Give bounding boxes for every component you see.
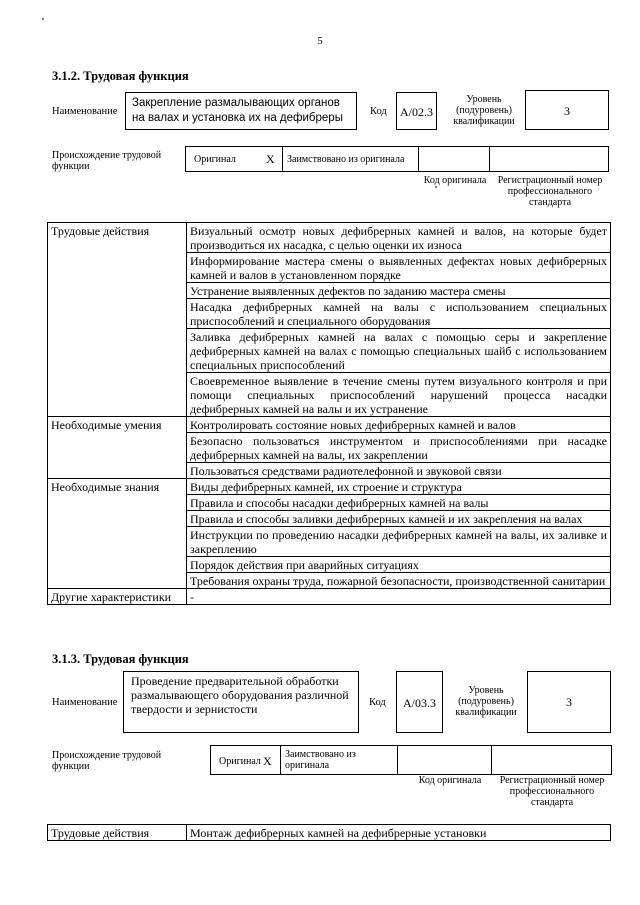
- row-item: Насадка дефибрерных камней на валы с использованием специальных приспособлений и специального оборудования: [187, 299, 611, 329]
- code-value: A/03.3: [403, 696, 436, 710]
- code-label: Код: [370, 106, 387, 117]
- level-label: Уровень (подуровень) квалификации: [455, 685, 517, 718]
- code-box: [396, 92, 437, 130]
- row-item: Монтаж дефибрерных камней на дефибрерные установки: [187, 825, 611, 841]
- code-value: A/02.3: [400, 105, 433, 119]
- code-original-label: Код оригинала: [418, 775, 482, 786]
- level-label: Уровень (подуровень) квалификации: [453, 94, 515, 127]
- row-item: Виды дефибрерных камней, их строение и структура: [187, 479, 611, 495]
- scan-speck: [42, 18, 44, 20]
- row-item: Правила и способы насадки дефибрерных камней на валы: [187, 495, 611, 511]
- divider: [397, 746, 398, 774]
- row-header: Необходимые знания: [48, 479, 187, 589]
- borrowed-label: Заимствовано из оригинала: [285, 749, 356, 771]
- code-box: [396, 671, 443, 733]
- function-table: [47, 824, 611, 841]
- divider: [489, 147, 490, 171]
- row-item: Устранение выявленных дефектов по заданию мастера смены: [187, 283, 611, 299]
- row-item: Безопасно пользоваться инструментом и приспособлениями при насадке дефибрерных камней на валы, их закреплении: [187, 433, 611, 463]
- divider: [491, 746, 492, 774]
- table-row: [48, 223, 611, 253]
- row-item: Визуальный осмотр новых дефибрерных камней и валов, на которые будет производиться их насадка, с целью оценки их износа: [187, 223, 611, 253]
- divider: [418, 147, 419, 171]
- divider: [280, 746, 281, 774]
- name-label: Наименование: [52, 106, 118, 117]
- code-original-label: Код оригинала: [423, 175, 487, 186]
- row-item: Заливка дефибрерных камней на валах с помощью серы и закрепление дефибрерных камней на валах с помощью специальных шайб с использованием специальных приспособлений: [187, 329, 611, 373]
- row-item: Контролировать состояние новых дефибрерных камней и валов: [187, 417, 611, 433]
- row-item: -: [187, 589, 611, 605]
- row-item: Порядок действия при аварийных ситуациях: [187, 557, 611, 573]
- row-item: Требования охраны труда, пожарной безопасности, производственной санитарии: [187, 573, 611, 589]
- origin-grid: [210, 745, 612, 775]
- row-item: Инструкции по проведению насадки дефибрерных камней на валы, их заливке и закреплению: [187, 527, 611, 557]
- row-header: Необходимые умения: [48, 417, 187, 479]
- name-label: Наименование: [52, 697, 118, 708]
- row-item: Правила и способы заливки дефибрерных камней и их закрепления на валах: [187, 511, 611, 527]
- row-item: Пользоваться средствами радиотелефонной и звуковой связи: [187, 463, 611, 479]
- divider: [282, 147, 283, 171]
- section-heading: 3.1.3. Трудовая функция: [52, 652, 189, 666]
- origin-grid: [185, 146, 609, 172]
- reg-number-label: Регистрационный номер профессионального стандарта: [499, 775, 605, 808]
- original-mark: X: [266, 152, 275, 166]
- function-name-box: [123, 671, 359, 733]
- reg-number-label: Регистрационный номер профессионального стандарта: [497, 175, 603, 208]
- row-header: Другие характеристики: [48, 589, 187, 605]
- section-heading: 3.1.2. Трудовая функция: [52, 69, 189, 83]
- table-row: [48, 589, 611, 605]
- code-label: Код: [369, 697, 386, 708]
- scan-speck: [435, 186, 437, 188]
- original-label: Оригинал: [194, 154, 236, 165]
- function-table: [47, 222, 611, 605]
- function-name: Проведение предварительной обработки размалывающего оборудования различной твердости и зернистости: [131, 674, 349, 716]
- table-row: [48, 479, 611, 495]
- function-name-box: [125, 92, 357, 130]
- row-item: Своевременное выявление в течение смены путем визуального контроля и при помощи специальных приспособлений нарушений процесса насадки дефибрерных камней на валы и их устранение: [187, 373, 611, 417]
- row-header: Трудовые действия: [48, 825, 187, 841]
- table-row: [48, 417, 611, 433]
- page-number: 5: [317, 35, 323, 47]
- level-value: 3: [566, 695, 572, 709]
- origin-label: Происхождение трудовой функции: [52, 150, 162, 172]
- row-item: Информирование мастера смены о выявленных дефектах новых дефибрерных камней и валов в установленном порядке: [187, 253, 611, 283]
- table-row: [48, 825, 611, 841]
- level-value: 3: [564, 104, 570, 118]
- original-label: Оригинал: [219, 756, 261, 767]
- function-name: Закрепление размалывающих органов на валах и установка их на дефибреры: [132, 97, 343, 124]
- level-box: [527, 671, 611, 733]
- row-header: Трудовые действия: [48, 223, 187, 417]
- original-mark: X: [263, 754, 272, 768]
- level-box: [525, 90, 609, 130]
- origin-label: Происхождение трудовой функции: [52, 750, 162, 772]
- borrowed-label: Заимствовано из оригинала: [287, 154, 405, 165]
